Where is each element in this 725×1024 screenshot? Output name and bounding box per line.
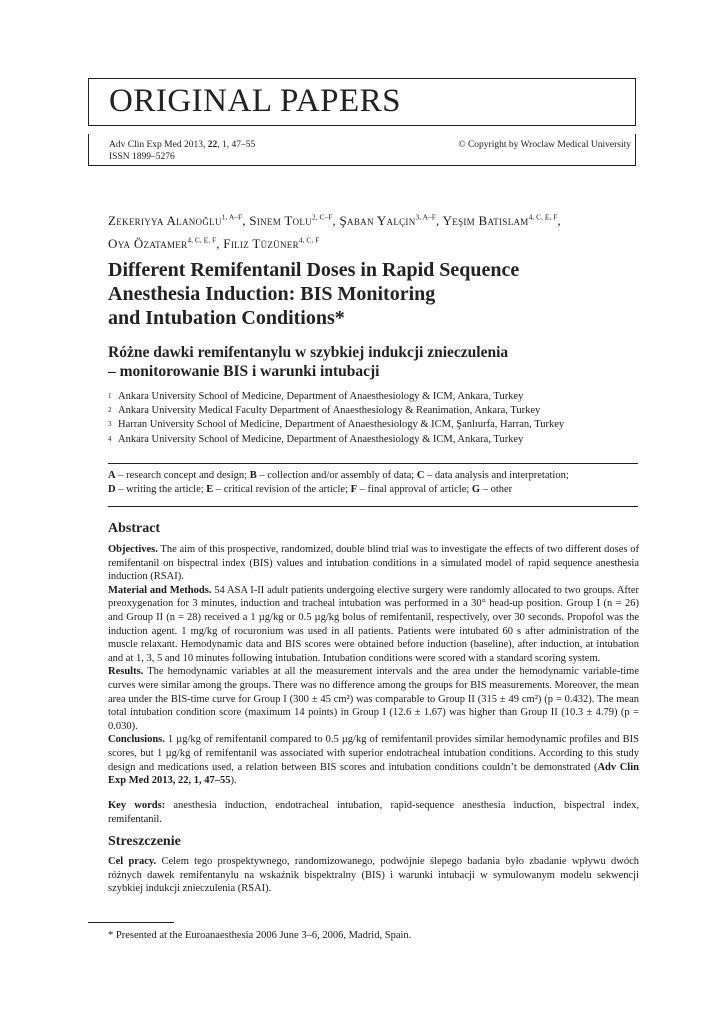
abstract-results: Results. The hemodynamic variables at all the measurement intervals and the area under the hemodynamic variable-time curves were similar among the groups. There was no difference among the groups for BIS measurements. Moreover, the mean area under the BIS-time curve for Group I (300 ± 45 cm²) was comparable to Group II (315 ± 49 cm²) (p = 0.432). The mean total intubation condition score (maximum 14 points) in Group I (12.6 ± 1.67) was higher than Group II (10.3 ± 4.79) (p = 0.030). bbox=[108, 666, 639, 732]
journal-ref: Adv Clin Exp Med 2013, bbox=[109, 140, 208, 150]
author: Şaban Yalçin$^{3, A-F}$, bbox=[339, 213, 443, 229]
affiliation-list bbox=[108, 390, 648, 447]
affiliation: 1 Ankara University School of Medicine, Department of Anaesthesiology & ICM, Ankara, Turkey bbox=[108, 391, 524, 402]
abstract-body bbox=[108, 543, 639, 788]
footnote: * Presented at the Euroanaesthesia 2006 June 3–6, 2006, Madrid, Spain. bbox=[108, 930, 412, 941]
journal-issue-pages: , 1, 47–55 bbox=[217, 140, 256, 150]
footnote-marker: * bbox=[334, 307, 345, 329]
abstract-heading: Abstract bbox=[108, 521, 161, 536]
abstract-objectives: Objectives. The aim of this prospective, randomized, double blind trial was to investigate the effects of two different doses of remifentanil on bispectral index (BIS) values and intubation conditions in a simulated model of rapid sequence anesthesia induction (RSAI). bbox=[108, 544, 639, 583]
abstract-conclusions: Conclusions. 1 µg/kg of remifentanil compared to 0.5 µg/kg of remifentanil provides similar hemodynamic profiles and BIS scores, but 1 µg/kg of remifentanil was associated with superior endotracheal intubation conditions. According to this study design and medications used, a relation between BIS scores and intubation conditions couldn’t be demonstrated (Adv Clin Exp Med 2013, 22, 1, 47–55). bbox=[108, 734, 639, 787]
copyright-notice: © Copyright by Wroclaw Medical University bbox=[458, 140, 631, 150]
streszczenie-body: Cel pracy. Celem tego prospektywnego, randomizowanego, podwójnie ślepego badania było zbadanie wpływu dwóch różnych dawek remifentanylu na wskaźnik bispektralny (BIS) i warunki intubacji w symulowanym modelu sekwencji szybkiej indukcji znieczulenia (RSAI). bbox=[108, 856, 639, 895]
section-banner bbox=[88, 78, 636, 126]
keywords: Key words: anesthesia induction, endotracheal intubation, rapid-sequence anesthesia induction, bispectral index, remifentanil. bbox=[108, 800, 640, 825]
author-contributions-legend: A – research concept and design; B – collection and/or assembly of data; C – data analysis and interpretation; D – writing the article; E – critical revision of the article; F – final approval of article; G – other bbox=[108, 463, 638, 507]
journal-citation bbox=[109, 139, 255, 163]
affiliation: 3 Harran University School of Medicine, Department of Anaesthesiology & ICM, Şanlıurfa, Harran, Turkey bbox=[108, 419, 565, 431]
author: Oya Özatamer$^{4, C, E, F}$, bbox=[108, 235, 224, 251]
author-list bbox=[108, 208, 648, 253]
affiliation: 4 Ankara University School of Medicine, Department of Anaesthesiology & ICM, Ankara, Turkey bbox=[108, 433, 524, 445]
author: Zekeriyya Alanoğlu$^{1, A-F}$, bbox=[108, 213, 250, 229]
streszczenie-heading: Streszczenie bbox=[108, 834, 181, 849]
article-title-polish: Różne dawki remifentanylu w szybkiej indukcji znieczulenia – monitorowanie BIS i warunki intubacji bbox=[108, 344, 509, 380]
article-title-english: Different Remifentanil Doses in Rapid Sequence Anesthesia Induction: BIS Monitoring and Intubation Conditions* bbox=[108, 259, 520, 329]
affiliation: 2 Ankara University Medical Faculty Department of Anaesthesiology & Reanimation, Ankara, Turkey bbox=[108, 405, 541, 417]
journal-issn: ISSN 1899–5276 bbox=[109, 152, 175, 162]
author: Yeşim Batislam$^{4, C, E, F}$, bbox=[442, 213, 561, 229]
footnote-divider bbox=[88, 922, 174, 923]
journal-volume: 22 bbox=[207, 140, 218, 150]
abstract-methods: Material and Methods. 54 ASA I-II adult patients undergoing elective surgery were randomly allocated to two groups. After preoxygenation for 3 minutes, induction and tracheal intubation was performed in a 30° head-up position. Group I (n = 26) and Group II (n = 28) received a 1 µg/kg or 0.5 µg/kg bolus of remifentanil, respectively, over 30 seconds. Propofol was the induction agent. 1 mg/kg of rocuronium was used in all patients. Patients were intubated 60 s after administration of the muscle relaxant. Hemodynamic data and BIS scores were obtained before induction (baseline), after induction, at intubation and at 1, 3, 5 and 10 minutes following intubation. Intubation conditions were scored with a standard scoring system. bbox=[108, 584, 639, 664]
author: Sinem Tolu$^{2, C-F}$, bbox=[249, 213, 340, 229]
journal-info-box bbox=[88, 134, 636, 166]
author: Filiz Tüzüner$^{4, C, F}$ bbox=[223, 235, 320, 251]
section-title: ORIGINAL PAPERS bbox=[109, 83, 402, 119]
